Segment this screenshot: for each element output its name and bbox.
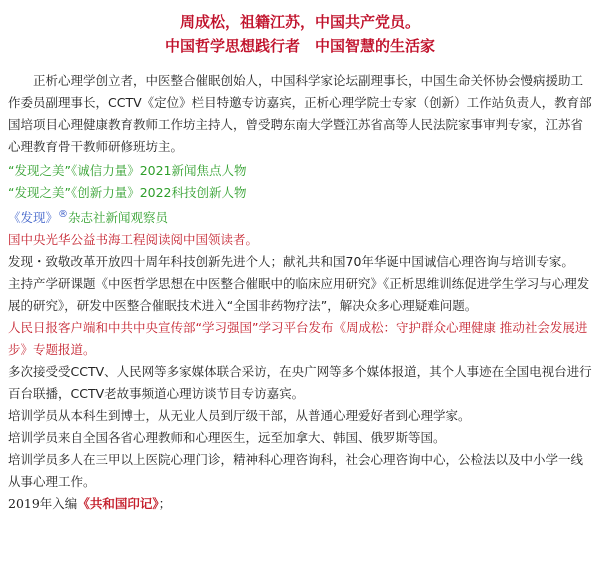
- title-line-2: 中国哲学思想践行者 中国智慧的生活家: [164, 37, 435, 55]
- bio-paragraph: 正析心理学创立者，中医整合催眠创始人，中国科学家论坛副理事长，中国生命关怀协会慢病援助工作委员副理事长，CCTV《定位》栏目特邀专访嘉宾，正析心理学院士专家（创新）工作站负责人，教育部国培项目心理健康教育教师工作坊主持人，曾受聘东南大学暨江苏省高等人民法院家事审判专家，江苏省心理教育骨干教师研修班坊主。: [8, 73, 592, 154]
- paragraph-7: 培训学员多人在三甲以上医院心理门诊，精神科心理咨询科，社会心理咨询中心，公检法以及中小学一线从事心理工作。: [8, 452, 584, 490]
- paragraph-8: [8, 493, 592, 515]
- paragraph-2: 主持产学研课题《中医哲学思想在中医整合催眠中的临床应用研究》《正析思维训练促进学生学习与心理发展的研究》，研发中医整合催眠技术进入“全国非药物疗法”，解决众多心理疑难问题。: [8, 276, 590, 314]
- honor-2: “发现之美”《创新力量》2022科技创新人物: [8, 185, 247, 200]
- paragraph-3: 人民日报客户端和中共中央宣传部“学习强国”学习平台发布《周成松：守护群众心理健康 推动社会发展进步》专题报道。: [8, 320, 588, 358]
- paragraph-8-suffix: ；: [158, 496, 172, 512]
- book-title: 《共和国印记》: [77, 496, 159, 512]
- registered-mark: ®: [58, 209, 69, 220]
- paragraph-8-prefix: 2019年入编: [8, 496, 78, 512]
- honor-1: “发现之美”《诚信力量》2021新闻焦点人物: [8, 163, 247, 178]
- paragraph-6: 培训学员来自全国各省心理教师和心理医生，远至加拿大、韩国、俄罗斯等国。: [8, 430, 446, 446]
- paragraph-5: 培训学员从本科生到博士，从无业人员到厅级干部，从普通心理爱好者到心理学家。: [8, 408, 471, 424]
- honor-4: 国中央光华公益书海工程阅读阅中国领读者。: [8, 232, 259, 248]
- paragraph-1: 发现・致敬改革开放四十周年科技创新先进个人；献礼共和国70年华诞中国诚信心理咨询与培训专家。: [8, 254, 574, 270]
- honor-3-prefix: 《发现》: [8, 210, 59, 226]
- honor-3-suffix: 杂志社新闻观察员: [68, 210, 169, 226]
- title-line-1: 周成松，祖籍江苏，中国共产党员。: [179, 13, 420, 31]
- honor-3: [8, 204, 592, 229]
- paragraph-4: 多次接受受CCTV、人民网等多家媒体联合采访，在央广网等多个媒体报道，其个人事迹在全国电视台进行百台联播，CCTV老故事频道心理访谈节目专访嘉宾。: [8, 364, 592, 402]
